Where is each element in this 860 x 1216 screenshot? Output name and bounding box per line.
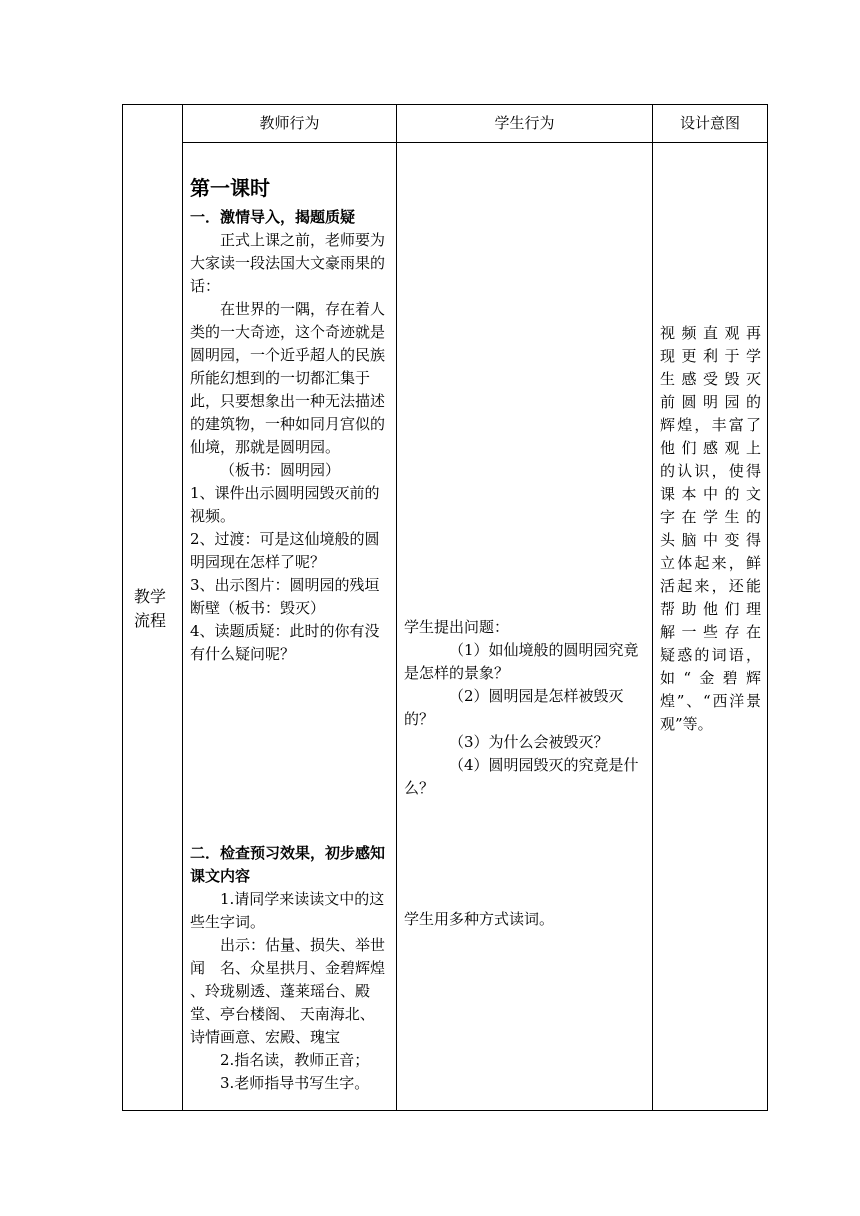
- section1-paragraph-1: 正式上课之前，老师要为大家读一段法国大文豪雨果的话：: [190, 231, 386, 295]
- intent-line: 观”等。: [660, 715, 713, 733]
- intent-line: 现更利于学: [660, 347, 761, 365]
- section1-title: 一．激情导入，揭题质疑: [190, 208, 356, 226]
- student-question-intro: 学生提出问题：: [404, 618, 510, 636]
- table-right-border: [767, 104, 768, 1111]
- lesson-title: 第一课时: [190, 176, 270, 200]
- section1-item-4: 4、读题质疑：此时的你有没有什么疑问呢？: [190, 622, 380, 663]
- col-divider-1: [182, 104, 183, 1111]
- student-question-1: （1）如仙境般的圆明园究竟是怎样的景象？: [404, 641, 639, 682]
- intent-line: 前圆明园的: [660, 393, 761, 411]
- student-questions: [404, 616, 646, 800]
- section1-item-3: 3、出示图片：圆明园的残垣断壁（板书：毁灭）: [190, 576, 380, 617]
- header-bottom-border: [182, 142, 768, 143]
- col-divider-2: [396, 104, 397, 1111]
- table-left-border: [122, 104, 123, 1111]
- intent-line: 疑惑的词语，: [660, 646, 761, 664]
- table-bottom-border: [122, 1110, 768, 1111]
- student-question-4: （4）圆明园毁灭的究竟是什么？: [404, 756, 639, 797]
- section2-paragraph-4: 3.老师指导书写生字。: [220, 1074, 370, 1092]
- intent-line: 视频直观再: [660, 324, 761, 342]
- section2-title: 二．检查预习效果，初步感知课文内容: [190, 844, 386, 885]
- section1-item-1: 1、课件出示圆明园毁灭前的视频。: [190, 484, 380, 525]
- section1-quote: 在世界的一隅，存在着人类的一大奇迹，这个奇迹就是圆明园，一个近乎超人的民族所能幻想到的一切都汇集于此，只要想象出一种无法描述的建筑物，一种如同月宫似的仙境，那就是圆明园。: [190, 300, 386, 456]
- section1-item-2: 2、过渡：可是这仙境般的圆明园现在怎样了呢？: [190, 530, 380, 571]
- intent-line: 帮助他们理: [660, 600, 761, 618]
- section2-paragraph-3: 2.指名读，教师正音；: [220, 1051, 370, 1069]
- header-student: 学生行为: [494, 114, 555, 132]
- intent-line: 他们感观上: [660, 439, 761, 457]
- intent-line: 活起来，还能: [660, 577, 761, 595]
- design-intent: [660, 322, 761, 736]
- intent-line: 煌”、“西洋景: [660, 692, 761, 710]
- intent-line: 生感受毁灭: [660, 370, 761, 388]
- intent-line: 辉煌，丰富了: [660, 416, 761, 434]
- intent-line: 课本中的文: [660, 485, 761, 503]
- intent-line: 解一些存在: [660, 623, 761, 641]
- intent-line: 立体起来，鲜: [660, 554, 761, 572]
- student-question-3: （3）为什么会被毁灭？: [449, 733, 609, 751]
- teacher-column: [190, 174, 390, 666]
- teacher-section-2: [190, 842, 390, 1095]
- section1-board-note: （板书：圆明园）: [220, 461, 341, 479]
- section2-paragraph-1: 1.请同学来读读文中的这些生字词。: [190, 890, 385, 931]
- student-reading: 学生用多种方式读词。: [404, 910, 555, 928]
- student-question-2: （2）圆明园是怎样被毁灭的？: [404, 687, 624, 728]
- header-teacher: 教师行为: [259, 114, 320, 132]
- intent-line: 如“金碧辉: [660, 669, 761, 687]
- row-label: 教学流程: [134, 587, 167, 630]
- intent-line: 头脑中变得: [660, 531, 761, 549]
- intent-line: 字在学生的: [660, 508, 761, 526]
- intent-line: 的认识，使得: [660, 462, 761, 480]
- section2-word-list: 出示：估量、损失、举世闻 名、众星拱月、金碧辉煌 、玲珑剔透、蓬莱瑶台、殿堂、亭台楼阁、 天南海北、 诗情画意、宏殿、瑰宝: [190, 936, 386, 1046]
- col-divider-3: [652, 104, 653, 1111]
- header-intent: 设计意图: [679, 114, 740, 132]
